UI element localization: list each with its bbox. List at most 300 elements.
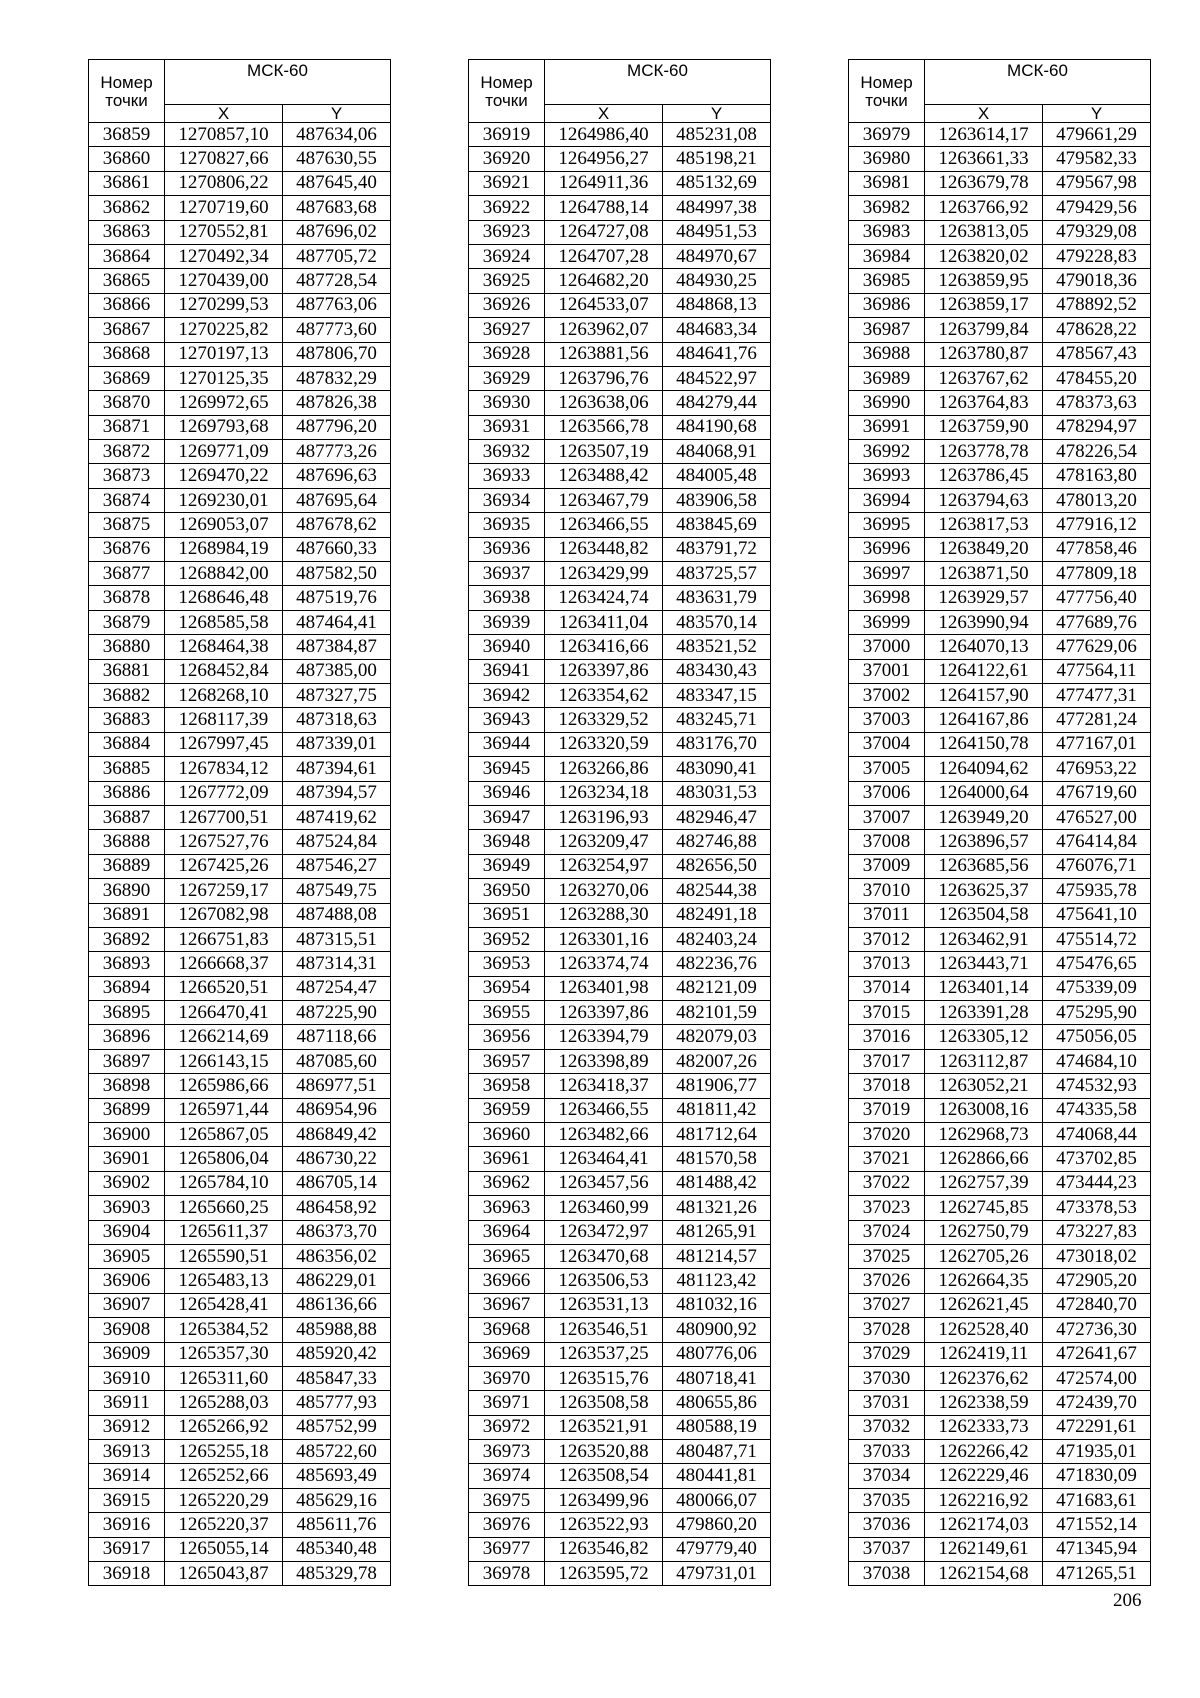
y-coordinate-cell: 479582,33 bbox=[1043, 147, 1151, 171]
y-coordinate-cell: 487832,29 bbox=[283, 366, 391, 390]
point-number-cell: 36990 bbox=[849, 391, 925, 415]
point-number-cell: 36931 bbox=[469, 415, 545, 439]
table-row bbox=[89, 1098, 391, 1122]
x-coordinate-cell: 1270827,66 bbox=[165, 147, 283, 171]
y-coordinate-cell: 485329,78 bbox=[283, 1562, 391, 1586]
table-row bbox=[849, 708, 1151, 732]
table-row bbox=[469, 318, 771, 342]
y-coordinate-cell: 483176,70 bbox=[663, 732, 771, 756]
y-coordinate-cell: 487773,60 bbox=[283, 318, 391, 342]
x-coordinate-cell: 1268842,00 bbox=[165, 562, 283, 586]
table-row bbox=[89, 976, 391, 1000]
point-number-cell: 36945 bbox=[469, 757, 545, 781]
point-number-cell: 36890 bbox=[89, 879, 165, 903]
y-coordinate-cell: 486356,02 bbox=[283, 1244, 391, 1268]
point-number-cell: 36952 bbox=[469, 927, 545, 951]
x-coordinate-cell: 1264150,78 bbox=[925, 732, 1043, 756]
table-row bbox=[849, 1049, 1151, 1073]
point-number-cell: 36977 bbox=[469, 1537, 545, 1561]
x-coordinate-cell: 1265220,37 bbox=[165, 1513, 283, 1537]
y-coordinate-cell: 477809,18 bbox=[1043, 562, 1151, 586]
table-row bbox=[89, 488, 391, 512]
point-number-cell: 36943 bbox=[469, 708, 545, 732]
x-coordinate-cell: 1263929,57 bbox=[925, 586, 1043, 610]
x-coordinate-cell: 1262338,59 bbox=[925, 1391, 1043, 1415]
x-coordinate-cell: 1264157,90 bbox=[925, 683, 1043, 707]
x-coordinate-cell: 1263595,72 bbox=[545, 1562, 663, 1586]
table-row bbox=[849, 1488, 1151, 1512]
y-coordinate-cell: 486730,22 bbox=[283, 1147, 391, 1171]
point-number-cell: 37019 bbox=[849, 1098, 925, 1122]
point-number-cell: 37017 bbox=[849, 1049, 925, 1073]
point-number-cell: 36980 bbox=[849, 147, 925, 171]
x-coordinate-cell: 1263849,20 bbox=[925, 537, 1043, 561]
x-coordinate-cell: 1263424,74 bbox=[545, 586, 663, 610]
x-coordinate-cell: 1263638,06 bbox=[545, 391, 663, 415]
point-number-cell: 37024 bbox=[849, 1220, 925, 1244]
table-row bbox=[849, 366, 1151, 390]
y-coordinate-cell: 487394,61 bbox=[283, 757, 391, 781]
point-number-cell: 36894 bbox=[89, 976, 165, 1000]
y-header: Y bbox=[1043, 105, 1151, 123]
table-row bbox=[469, 635, 771, 659]
y-coordinate-cell: 484279,44 bbox=[663, 391, 771, 415]
x-coordinate-cell: 1263949,20 bbox=[925, 805, 1043, 829]
point-number-cell: 36983 bbox=[849, 220, 925, 244]
table-row bbox=[89, 659, 391, 683]
table-row bbox=[469, 415, 771, 439]
point-number-cell: 36939 bbox=[469, 610, 545, 634]
table-row bbox=[89, 1537, 391, 1561]
point-number-cell: 36988 bbox=[849, 342, 925, 366]
table-row bbox=[469, 1342, 771, 1366]
x-coordinate-cell: 1265255,18 bbox=[165, 1440, 283, 1464]
y-coordinate-cell: 476719,60 bbox=[1043, 781, 1151, 805]
x-coordinate-cell: 1265252,66 bbox=[165, 1464, 283, 1488]
point-number-cell: 36941 bbox=[469, 659, 545, 683]
table-row bbox=[469, 1098, 771, 1122]
point-number-cell: 37022 bbox=[849, 1171, 925, 1195]
y-coordinate-cell: 480718,41 bbox=[663, 1366, 771, 1390]
point-number-cell: 36925 bbox=[469, 269, 545, 293]
table-row bbox=[469, 440, 771, 464]
x-coordinate-cell: 1263625,37 bbox=[925, 879, 1043, 903]
table-row bbox=[89, 1196, 391, 1220]
table-row bbox=[89, 123, 391, 147]
point-number-cell: 36946 bbox=[469, 781, 545, 805]
page-number: 206 bbox=[1113, 1590, 1142, 1611]
point-number-cell: 36860 bbox=[89, 147, 165, 171]
y-coordinate-cell: 487394,57 bbox=[283, 781, 391, 805]
point-number-cell: 36924 bbox=[469, 244, 545, 268]
point-number-cell: 36981 bbox=[849, 171, 925, 195]
x-coordinate-cell: 1263990,94 bbox=[925, 610, 1043, 634]
point-number-cell: 36905 bbox=[89, 1244, 165, 1268]
x-coordinate-cell: 1262266,42 bbox=[925, 1440, 1043, 1464]
y-coordinate-cell: 480441,81 bbox=[663, 1464, 771, 1488]
x-coordinate-cell: 1262333,73 bbox=[925, 1415, 1043, 1439]
x-coordinate-cell: 1263401,14 bbox=[925, 976, 1043, 1000]
point-number-cell: 36992 bbox=[849, 440, 925, 464]
point-number-cell: 37014 bbox=[849, 976, 925, 1000]
point-number-cell: 36902 bbox=[89, 1171, 165, 1195]
table-row bbox=[469, 1318, 771, 1342]
x-coordinate-cell: 1263320,59 bbox=[545, 732, 663, 756]
x-coordinate-cell: 1263896,57 bbox=[925, 830, 1043, 854]
point-number-cell: 36870 bbox=[89, 391, 165, 415]
table-row bbox=[89, 1001, 391, 1025]
x-coordinate-cell: 1265784,10 bbox=[165, 1171, 283, 1195]
point-number-cell: 37030 bbox=[849, 1366, 925, 1390]
table-row bbox=[469, 1269, 771, 1293]
x-coordinate-cell: 1265590,51 bbox=[165, 1244, 283, 1268]
x-coordinate-cell: 1263411,04 bbox=[545, 610, 663, 634]
table-row bbox=[89, 269, 391, 293]
point-number-cell: 36986 bbox=[849, 293, 925, 317]
point-number-cell: 36933 bbox=[469, 464, 545, 488]
point-number-cell: 37004 bbox=[849, 732, 925, 756]
x-coordinate-cell: 1263448,82 bbox=[545, 537, 663, 561]
table-row bbox=[849, 1147, 1151, 1171]
y-coordinate-cell: 487327,75 bbox=[283, 683, 391, 707]
point-number-cell: 37010 bbox=[849, 879, 925, 903]
table-row bbox=[89, 1171, 391, 1195]
y-coordinate-cell: 487773,26 bbox=[283, 440, 391, 464]
table-row bbox=[849, 1025, 1151, 1049]
y-coordinate-cell: 479731,01 bbox=[663, 1562, 771, 1586]
x-coordinate-cell: 1263685,56 bbox=[925, 854, 1043, 878]
table-row bbox=[469, 1464, 771, 1488]
point-number-cell: 37013 bbox=[849, 952, 925, 976]
table-row bbox=[849, 147, 1151, 171]
point-number-header bbox=[469, 60, 545, 123]
point-number-cell: 36969 bbox=[469, 1342, 545, 1366]
point-number-cell: 36884 bbox=[89, 732, 165, 756]
y-coordinate-cell: 487796,20 bbox=[283, 415, 391, 439]
table-row bbox=[89, 1025, 391, 1049]
table-row bbox=[89, 1049, 391, 1073]
point-number-cell: 36867 bbox=[89, 318, 165, 342]
y-coordinate-cell: 478163,80 bbox=[1043, 464, 1151, 488]
point-number-cell: 37006 bbox=[849, 781, 925, 805]
table-row bbox=[89, 415, 391, 439]
point-number-cell: 36947 bbox=[469, 805, 545, 829]
x-coordinate-cell: 1263820,02 bbox=[925, 244, 1043, 268]
table-row bbox=[849, 391, 1151, 415]
x-coordinate-cell: 1263786,45 bbox=[925, 464, 1043, 488]
table-row bbox=[89, 805, 391, 829]
x-coordinate-cell: 1262705,26 bbox=[925, 1244, 1043, 1268]
y-coordinate-cell: 482007,26 bbox=[663, 1049, 771, 1073]
x-coordinate-cell: 1263418,37 bbox=[545, 1074, 663, 1098]
table-row bbox=[469, 1049, 771, 1073]
y-coordinate-cell: 480900,92 bbox=[663, 1318, 771, 1342]
x-coordinate-cell: 1265384,52 bbox=[165, 1318, 283, 1342]
point-number-cell: 36871 bbox=[89, 415, 165, 439]
x-coordinate-cell: 1262419,11 bbox=[925, 1342, 1043, 1366]
table-row bbox=[849, 1001, 1151, 1025]
y-coordinate-cell: 485629,16 bbox=[283, 1488, 391, 1512]
table-row bbox=[849, 244, 1151, 268]
table-row bbox=[89, 952, 391, 976]
point-number-cell: 36979 bbox=[849, 123, 925, 147]
table-row bbox=[89, 220, 391, 244]
table-row bbox=[89, 1318, 391, 1342]
point-number-cell: 36895 bbox=[89, 1001, 165, 1025]
point-number-cell: 36940 bbox=[469, 635, 545, 659]
table-row bbox=[849, 562, 1151, 586]
point-number-cell: 37023 bbox=[849, 1196, 925, 1220]
x-coordinate-cell: 1267425,26 bbox=[165, 854, 283, 878]
table-row bbox=[89, 293, 391, 317]
point-number-cell: 36975 bbox=[469, 1488, 545, 1512]
table-row bbox=[89, 1147, 391, 1171]
x-coordinate-cell: 1262376,62 bbox=[925, 1366, 1043, 1390]
point-number-cell: 36868 bbox=[89, 342, 165, 366]
x-coordinate-cell: 1262745,85 bbox=[925, 1196, 1043, 1220]
y-header: Y bbox=[663, 105, 771, 123]
x-coordinate-cell: 1270806,22 bbox=[165, 171, 283, 195]
point-number-cell: 36898 bbox=[89, 1074, 165, 1098]
point-number-cell: 36972 bbox=[469, 1415, 545, 1439]
x-coordinate-cell: 1264000,64 bbox=[925, 781, 1043, 805]
point-number-cell: 37015 bbox=[849, 1001, 925, 1025]
point-number-cell: 36953 bbox=[469, 952, 545, 976]
y-coordinate-cell: 475056,05 bbox=[1043, 1025, 1151, 1049]
table-row bbox=[469, 1562, 771, 1586]
y-coordinate-cell: 484005,48 bbox=[663, 464, 771, 488]
y-coordinate-cell: 483521,52 bbox=[663, 635, 771, 659]
point-number-cell: 36887 bbox=[89, 805, 165, 829]
y-coordinate-cell: 484190,68 bbox=[663, 415, 771, 439]
point-number-cell: 36978 bbox=[469, 1562, 545, 1586]
y-coordinate-cell: 483031,53 bbox=[663, 781, 771, 805]
point-number-cell: 36993 bbox=[849, 464, 925, 488]
x-coordinate-cell: 1262750,79 bbox=[925, 1220, 1043, 1244]
point-number-cell: 36930 bbox=[469, 391, 545, 415]
y-coordinate-cell: 486705,14 bbox=[283, 1171, 391, 1195]
table-row bbox=[849, 757, 1151, 781]
point-number-cell: 36882 bbox=[89, 683, 165, 707]
y-coordinate-cell: 477858,46 bbox=[1043, 537, 1151, 561]
x-coordinate-cell: 1263794,63 bbox=[925, 488, 1043, 512]
y-coordinate-cell: 474335,58 bbox=[1043, 1098, 1151, 1122]
x-coordinate-cell: 1262621,45 bbox=[925, 1293, 1043, 1317]
table-row bbox=[469, 464, 771, 488]
y-coordinate-cell: 482236,76 bbox=[663, 952, 771, 976]
point-number-cell: 37032 bbox=[849, 1415, 925, 1439]
x-coordinate-cell: 1265288,03 bbox=[165, 1391, 283, 1415]
table-row bbox=[89, 537, 391, 561]
point-number-cell: 36974 bbox=[469, 1464, 545, 1488]
table-row bbox=[849, 171, 1151, 195]
y-coordinate-cell: 485847,33 bbox=[283, 1366, 391, 1390]
x-coordinate-cell: 1263859,95 bbox=[925, 269, 1043, 293]
y-coordinate-cell: 487678,62 bbox=[283, 513, 391, 537]
y-coordinate-cell: 484930,25 bbox=[663, 269, 771, 293]
point-number-cell: 36901 bbox=[89, 1147, 165, 1171]
point-number-cell: 37028 bbox=[849, 1318, 925, 1342]
point-number-cell: 37025 bbox=[849, 1244, 925, 1268]
y-coordinate-cell: 486954,96 bbox=[283, 1098, 391, 1122]
y-coordinate-cell: 487488,08 bbox=[283, 903, 391, 927]
x-coordinate-cell: 1264682,20 bbox=[545, 269, 663, 293]
point-number-cell: 36877 bbox=[89, 562, 165, 586]
y-coordinate-cell: 478567,43 bbox=[1043, 342, 1151, 366]
point-number-cell: 37035 bbox=[849, 1488, 925, 1512]
y-coordinate-cell: 475514,72 bbox=[1043, 927, 1151, 951]
point-number-cell: 36861 bbox=[89, 171, 165, 195]
y-coordinate-cell: 482101,59 bbox=[663, 1001, 771, 1025]
y-coordinate-cell: 483245,71 bbox=[663, 708, 771, 732]
x-coordinate-cell: 1267700,51 bbox=[165, 805, 283, 829]
table-row bbox=[469, 1171, 771, 1195]
y-coordinate-cell: 479329,08 bbox=[1043, 220, 1151, 244]
y-coordinate-cell: 481906,77 bbox=[663, 1074, 771, 1098]
y-coordinate-cell: 484951,53 bbox=[663, 220, 771, 244]
table-row bbox=[849, 1269, 1151, 1293]
y-coordinate-cell: 483906,58 bbox=[663, 488, 771, 512]
table-row bbox=[89, 1342, 391, 1366]
point-number-cell: 36866 bbox=[89, 293, 165, 317]
table-row bbox=[849, 1440, 1151, 1464]
x-coordinate-cell: 1265806,04 bbox=[165, 1147, 283, 1171]
y-coordinate-cell: 477629,06 bbox=[1043, 635, 1151, 659]
y-coordinate-cell: 472439,70 bbox=[1043, 1391, 1151, 1415]
x-coordinate-cell: 1268984,19 bbox=[165, 537, 283, 561]
x-coordinate-cell: 1265055,14 bbox=[165, 1537, 283, 1561]
x-coordinate-cell: 1270857,10 bbox=[165, 123, 283, 147]
table-row bbox=[89, 391, 391, 415]
x-coordinate-cell: 1268452,84 bbox=[165, 659, 283, 683]
point-number-cell: 37002 bbox=[849, 683, 925, 707]
y-coordinate-cell: 483845,69 bbox=[663, 513, 771, 537]
table-row bbox=[89, 171, 391, 195]
y-coordinate-cell: 487419,62 bbox=[283, 805, 391, 829]
point-number-cell: 37018 bbox=[849, 1074, 925, 1098]
x-coordinate-cell: 1263052,21 bbox=[925, 1074, 1043, 1098]
x-coordinate-cell: 1263796,76 bbox=[545, 366, 663, 390]
table-row bbox=[849, 196, 1151, 220]
y-coordinate-cell: 478226,54 bbox=[1043, 440, 1151, 464]
y-coordinate-cell: 478013,20 bbox=[1043, 488, 1151, 512]
x-coordinate-cell: 1264727,08 bbox=[545, 220, 663, 244]
table-row bbox=[469, 1025, 771, 1049]
table-row bbox=[89, 440, 391, 464]
y-coordinate-cell: 484970,67 bbox=[663, 244, 771, 268]
point-number-cell: 36911 bbox=[89, 1391, 165, 1415]
table-row bbox=[469, 854, 771, 878]
table-row bbox=[849, 1171, 1151, 1195]
table-row bbox=[849, 123, 1151, 147]
x-coordinate-cell: 1263488,42 bbox=[545, 464, 663, 488]
y-coordinate-cell: 487546,27 bbox=[283, 854, 391, 878]
y-coordinate-cell: 483725,57 bbox=[663, 562, 771, 586]
y-coordinate-cell: 482079,03 bbox=[663, 1025, 771, 1049]
y-coordinate-cell: 487524,84 bbox=[283, 830, 391, 854]
x-coordinate-cell: 1265266,92 bbox=[165, 1415, 283, 1439]
point-number-cell: 36926 bbox=[469, 293, 545, 317]
x-coordinate-cell: 1263305,12 bbox=[925, 1025, 1043, 1049]
y-coordinate-cell: 475641,10 bbox=[1043, 903, 1151, 927]
y-coordinate-cell: 481712,64 bbox=[663, 1123, 771, 1147]
y-coordinate-cell: 487634,06 bbox=[283, 123, 391, 147]
y-coordinate-cell: 475339,09 bbox=[1043, 976, 1151, 1000]
x-coordinate-cell: 1263464,41 bbox=[545, 1147, 663, 1171]
x-coordinate-cell: 1265483,13 bbox=[165, 1269, 283, 1293]
y-coordinate-cell: 484868,13 bbox=[663, 293, 771, 317]
y-coordinate-cell: 475476,65 bbox=[1043, 952, 1151, 976]
point-number-cell: 36876 bbox=[89, 537, 165, 561]
x-coordinate-cell: 1264122,61 bbox=[925, 659, 1043, 683]
table-row bbox=[469, 1293, 771, 1317]
point-number-cell: 36997 bbox=[849, 562, 925, 586]
x-coordinate-cell: 1265311,60 bbox=[165, 1366, 283, 1390]
point-number-cell: 36964 bbox=[469, 1220, 545, 1244]
y-coordinate-cell: 480487,71 bbox=[663, 1440, 771, 1464]
table-row bbox=[469, 927, 771, 951]
x-coordinate-cell: 1270492,34 bbox=[165, 244, 283, 268]
point-number-cell: 36954 bbox=[469, 976, 545, 1000]
y-coordinate-cell: 487385,00 bbox=[283, 659, 391, 683]
x-coordinate-cell: 1265660,25 bbox=[165, 1196, 283, 1220]
y-coordinate-cell: 486849,42 bbox=[283, 1123, 391, 1147]
x-coordinate-cell: 1270299,53 bbox=[165, 293, 283, 317]
point-number-cell: 36859 bbox=[89, 123, 165, 147]
point-number-cell: 36989 bbox=[849, 366, 925, 390]
y-coordinate-cell: 487630,55 bbox=[283, 147, 391, 171]
y-coordinate-cell: 478455,20 bbox=[1043, 366, 1151, 390]
table-row bbox=[849, 488, 1151, 512]
x-coordinate-cell: 1263507,19 bbox=[545, 440, 663, 464]
table-row bbox=[849, 1123, 1151, 1147]
table-row bbox=[469, 1147, 771, 1171]
point-number-cell: 36985 bbox=[849, 269, 925, 293]
point-number-cell: 36862 bbox=[89, 196, 165, 220]
x-coordinate-cell: 1264707,28 bbox=[545, 244, 663, 268]
table-row bbox=[469, 244, 771, 268]
point-number-cell: 36996 bbox=[849, 537, 925, 561]
y-coordinate-cell: 472905,20 bbox=[1043, 1269, 1151, 1293]
x-coordinate-cell: 1263521,91 bbox=[545, 1415, 663, 1439]
x-coordinate-cell: 1263470,68 bbox=[545, 1244, 663, 1268]
x-coordinate-cell: 1263764,83 bbox=[925, 391, 1043, 415]
x-coordinate-cell: 1263661,33 bbox=[925, 147, 1043, 171]
x-coordinate-cell: 1263209,47 bbox=[545, 830, 663, 854]
x-coordinate-cell: 1262229,46 bbox=[925, 1464, 1043, 1488]
point-number-cell: 36889 bbox=[89, 854, 165, 878]
x-coordinate-cell: 1268646,48 bbox=[165, 586, 283, 610]
table-row bbox=[849, 269, 1151, 293]
point-number-cell: 36998 bbox=[849, 586, 925, 610]
x-coordinate-cell: 1268464,38 bbox=[165, 635, 283, 659]
x-coordinate-cell: 1269793,68 bbox=[165, 415, 283, 439]
y-coordinate-cell: 483791,72 bbox=[663, 537, 771, 561]
y-coordinate-cell: 479018,36 bbox=[1043, 269, 1151, 293]
x-coordinate-cell: 1263466,55 bbox=[545, 513, 663, 537]
point-number-cell: 36942 bbox=[469, 683, 545, 707]
x-coordinate-cell: 1263766,92 bbox=[925, 196, 1043, 220]
x-coordinate-cell: 1263871,50 bbox=[925, 562, 1043, 586]
table-row bbox=[89, 879, 391, 903]
y-coordinate-cell: 483430,43 bbox=[663, 659, 771, 683]
x-coordinate-cell: 1263537,25 bbox=[545, 1342, 663, 1366]
y-coordinate-cell: 476953,22 bbox=[1043, 757, 1151, 781]
y-coordinate-cell: 483631,79 bbox=[663, 586, 771, 610]
point-number-cell: 36951 bbox=[469, 903, 545, 927]
y-coordinate-cell: 471345,94 bbox=[1043, 1537, 1151, 1561]
y-coordinate-cell: 472574,00 bbox=[1043, 1366, 1151, 1390]
